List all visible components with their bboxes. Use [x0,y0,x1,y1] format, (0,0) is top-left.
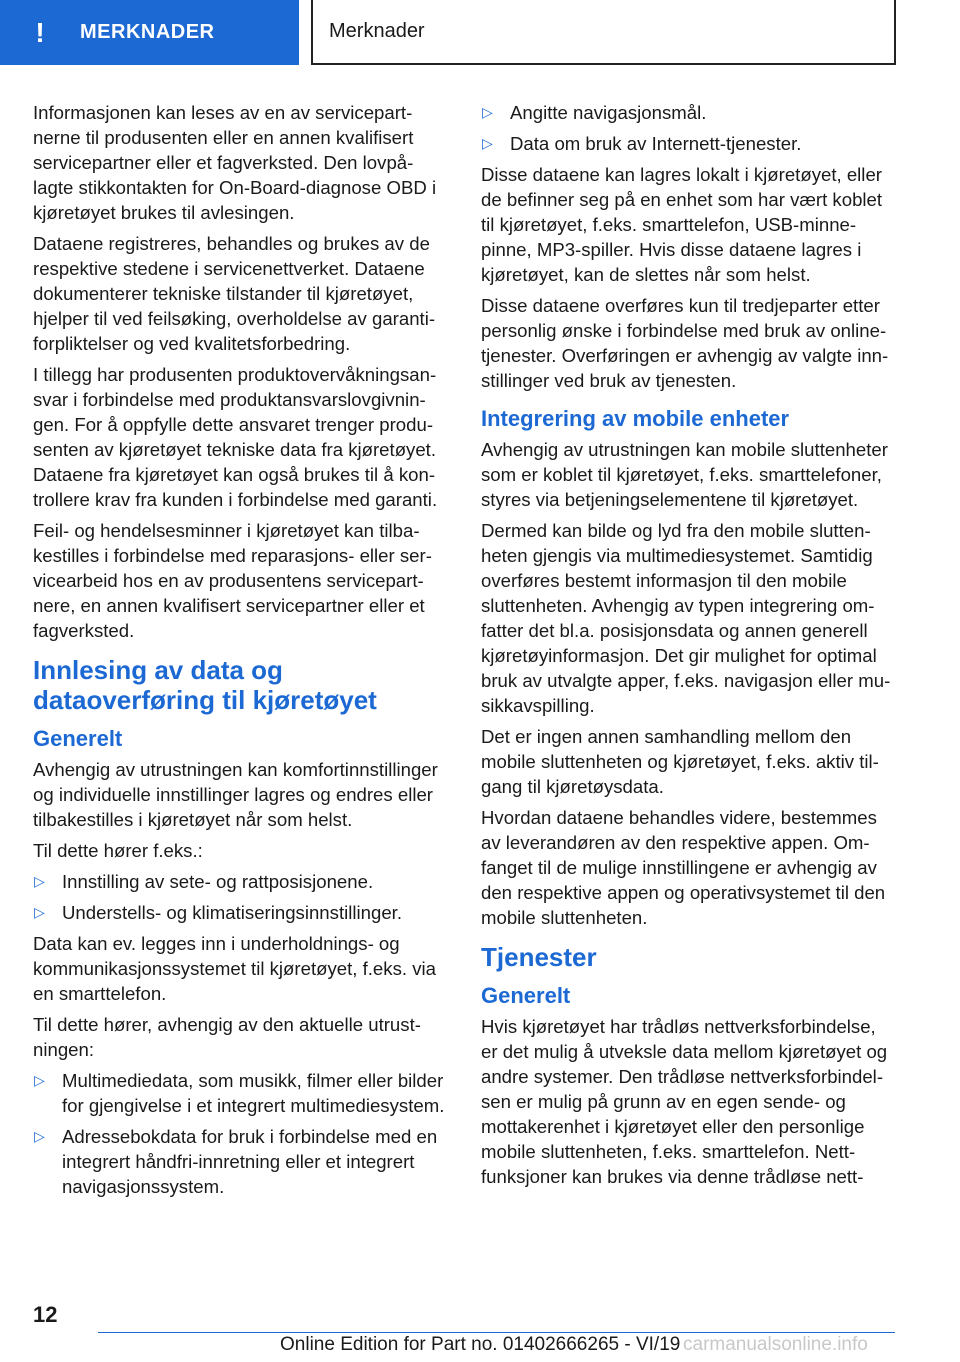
sub-heading: Generelt [33,726,123,751]
header-section-tab [0,0,299,65]
paragraph: Avhengig av utrustningen kan mobile sluttenheter som er koblet til kjøretøyet, f.eks. smarttelefoner, styres via betjeningselementene til kjøretøyet. [481,439,888,510]
bullet-list [33,1068,447,1199]
header-tab-label: MERKNADER [80,21,215,43]
triangle-bullet-icon: ▷ [34,873,45,889]
right-column [481,100,895,1195]
triangle-bullet-icon: ▷ [482,135,493,151]
watermark: carmanualsonline.info [683,1334,868,1355]
paragraph: Avhengig av utrustningen kan komfortinnstillinger og individuelle innstillinger lagres og endres eller tilbakestilles i kjøretøyet når som helst. [33,759,438,830]
triangle-bullet-icon: ▷ [482,104,493,120]
sub-heading: Integrering av mobile enheter [481,406,790,431]
header-section-title [311,0,896,65]
bullet-list [481,100,895,156]
left-column [33,100,447,1205]
list-item: ▷ Multimediedata, som musikk, filmer eller bilder for gjengivelse i et integrert multimediesystem. [34,1070,445,1116]
paragraph: Dataene registreres, behandles og brukes av de respektive stedene i servicenettverket. Dataene dokumenterer tekniske tilstander til kjøretøyet, hjelper til ved feilsøking, overholdelse av garantiforpliktelser og ved kvalitetsforbedring. [33,233,436,354]
page-number: 12 [33,1302,58,1327]
paragraph: Til dette hører f.eks.: [33,840,203,861]
triangle-bullet-icon: ▷ [34,1128,45,1144]
section-heading: Tjenester [481,942,597,972]
list-item: ▷ Angitte navigasjonsmål. [482,102,707,123]
paragraph: Hvis kjøretøyet har trådløs nettverksforbindelse, er det mulig å utveksle data mellom kjøretøyet og andre systemer. Den trådløse nettverksforbindelsen er mulig på grunn av en egen sende- og mottakerenhet i kjøretøyet eller den personlige mobile sluttenheten, f.eks. smarttelefon. Nettfunksjoner kan brukes via denne trådløse nett- [481,1016,888,1187]
section-title-text: Merknader [329,20,425,42]
list-item: ▷ Innstilling av sete- og rattposisjonene. [34,871,374,892]
footer-divider [98,1332,895,1333]
paragraph: Data kan ev. legges inn i underholdnings- og kommunikasjonssystemet til kjøretøyet, f.eks. via en smarttelefon. [33,933,436,1004]
paragraph: Det er ingen annen samhandling mellom den mobile sluttenheten og kjøretøyet, f.eks. aktiv tilgang til kjøretøysdata. [481,726,879,797]
section-heading: Innlesing av data og dataoverføring til kjøretøyet [33,655,377,715]
paragraph: Hvordan dataene behandles videre, bestemmes av leverandøren av den respektive appen. Omfanget til de mulige innstillingene er avhengig av den respektive appen og operativsystemet til den mobile sluttenheten. [481,807,886,928]
paragraph: Feil- og hendelsesminner i kjøretøyet kan tilbakestilles i forbindelse med reparasjons- eller servicearbeid hos en av produsentens servicepartnere, en annen kvalifisert servicepartner eller et fagverksted. [33,520,432,641]
triangle-bullet-icon: ▷ [34,1072,45,1088]
sub-heading: Generelt [481,983,571,1008]
paragraph: Informasjonen kan leses av en av servicepartnerne til produsenten eller en annen kvalifisert servicepartner eller et fagverksted. Den lovpålagte stikkontakten for On-Board-diagnose OBD i kjøretøyet brukes til avlesingen. [33,102,437,223]
paragraph: I tillegg har produsenten produktovervåkningsansvar i forbindelse med produktansvarslovgivningen. For å oppfylle dette ansvaret trenger produsenten av kjøretøyet tekniske data fra kjøretøyet. Dataene fra kjøretøyet kan også brukes til å kontrollere krav fra kunden i forbindelse med garanti. [33,364,438,510]
list-item: ▷ Data om bruk av Internett-tjenester. [482,133,802,154]
paragraph: Dermed kan bilde og lyd fra den mobile sluttenheten gjengis via multimediesystemet. Samtidig overføres bestemt informasjon til den mobile sluttenheten. Avhengig av typen integrering omfatter det bl.a. posisjonsdata og annen generell kjøretøyinformasjon. Det gir mulighet for optimal bruk av utvalgte apper, f.eks. navigasjon eller musikkavspilling. [481,520,891,716]
list-item: ▷ Adressebokdata for bruk i forbindelse med en integrert håndfri-innretning eller et integrert navigasjonssystem. [34,1126,438,1197]
paragraph: Til dette hører, avhengig av den aktuelle utrustningen: [33,1014,421,1060]
triangle-bullet-icon: ▷ [34,904,45,920]
list-item: ▷ Understells- og klimatiseringsinnstillinger. [34,902,402,923]
paragraph: Disse dataene kan lagres lokalt i kjøretøyet, eller de befinner seg på en enhet som har vært koblet til kjøretøyet, f.eks. smarttelefon, USB-minnepinne, MP3-spiller. Hvis disse dataene lagres i kjøretøyet, kan de slettes når som helst. [481,164,883,285]
exclamation-icon: ! [35,16,45,48]
footer-edition: Online Edition for Part no. 01402666265 - VI/19 [280,1334,681,1355]
paragraph: Disse dataene overføres kun til tredjeparter etter personlig ønske i forbindelse med bruk av online-tjenester. Overføringen er avhengig av valgte innstillinger ved bruk av tjenesten. [481,295,889,391]
bullet-list [33,869,447,925]
